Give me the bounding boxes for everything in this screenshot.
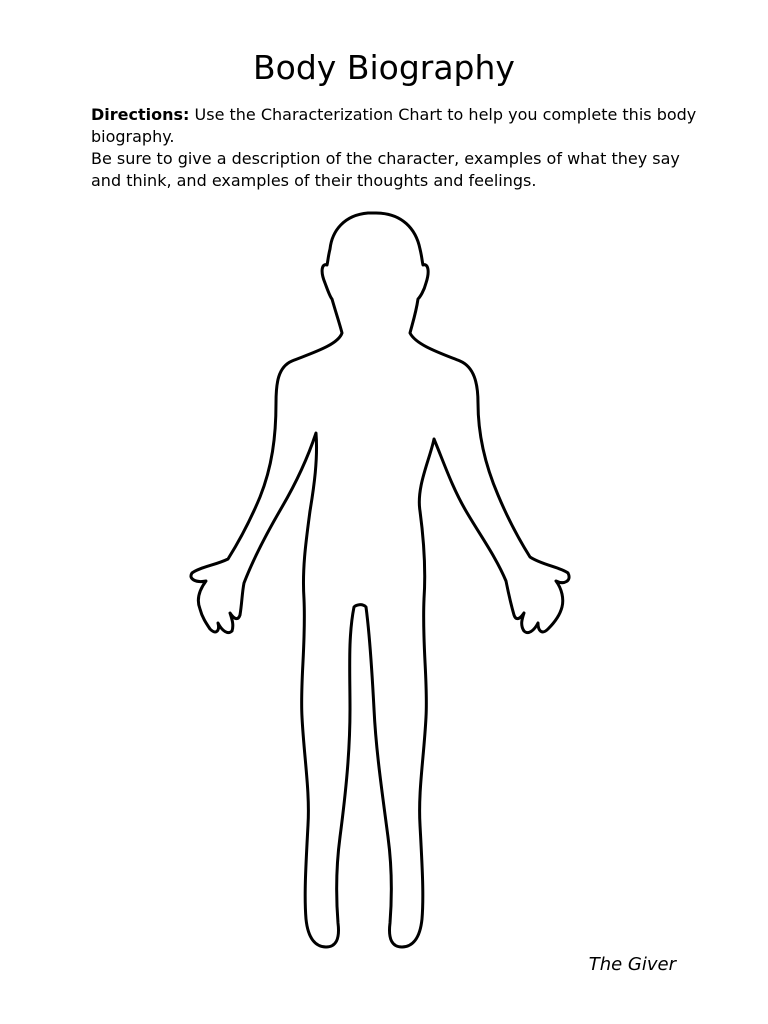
body-outline-figure bbox=[180, 205, 580, 955]
directions-paragraph-1 bbox=[91, 104, 711, 148]
page-title: Body Biography bbox=[253, 48, 515, 87]
body-outline-path bbox=[191, 213, 569, 947]
directions-paragraph-2: Be sure to give a description of the character, examples of what they say and think, and examples of their thoughts and feelings. bbox=[91, 149, 680, 190]
directions-label: Directions: bbox=[91, 105, 190, 124]
book-title: The Giver bbox=[588, 954, 676, 975]
directions-block bbox=[91, 104, 711, 192]
directions-text-1: Use the Characterization Chart to help you complete this body biography. bbox=[91, 105, 697, 146]
